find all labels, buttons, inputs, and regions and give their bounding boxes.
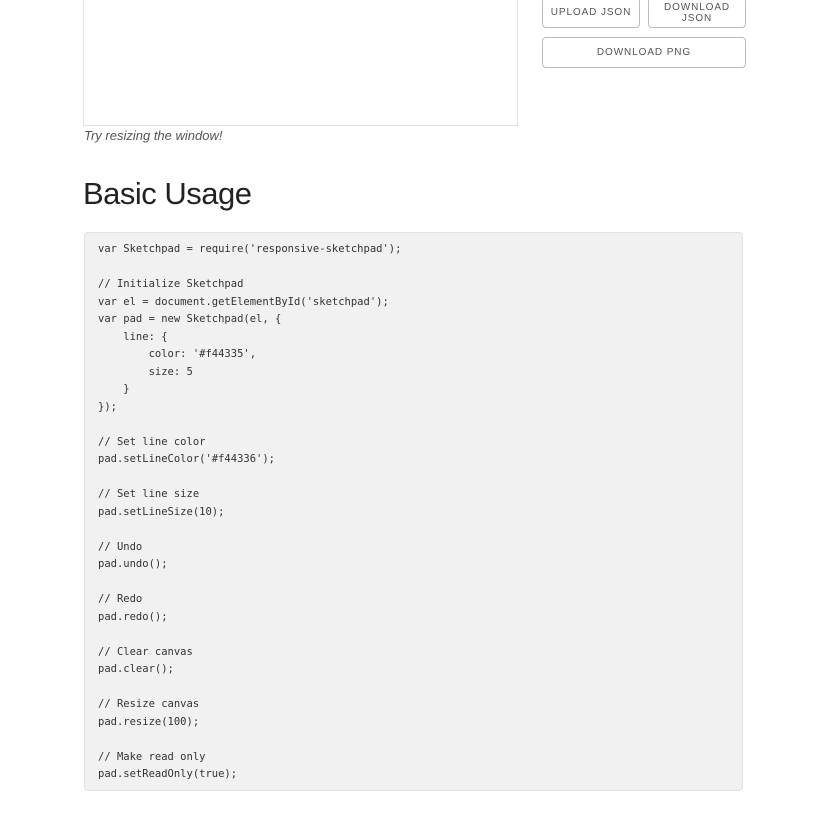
upload-json-button[interactable]: UPLOAD JSON bbox=[542, 0, 640, 28]
resize-hint: Try resizing the window! bbox=[84, 128, 223, 143]
sketchpad-canvas[interactable] bbox=[83, 0, 518, 126]
download-png-button[interactable]: DOWNLOAD PNG bbox=[542, 37, 746, 68]
download-json-button[interactable]: DOWNLOAD JSON bbox=[648, 0, 746, 28]
section-title: Basic Usage bbox=[83, 176, 252, 211]
code-block: var Sketchpad = require('responsive-sketchpad'); // Initialize Sketchpad var el = document.getElementById('sketchpad'); var pad = new Sketchpad(el, { line: { color: '#f44335', size: 5 } }); // Set line color pad.setLineColor('#f44336'); // Set line size pad.setLineSize(10); // Undo pad.undo(); // Redo pad.redo(); // Clear canvas pad.clear(); // Resize canvas pad.resize(100); // Make read only pad.setReadOnly(true); bbox=[84, 232, 743, 791]
